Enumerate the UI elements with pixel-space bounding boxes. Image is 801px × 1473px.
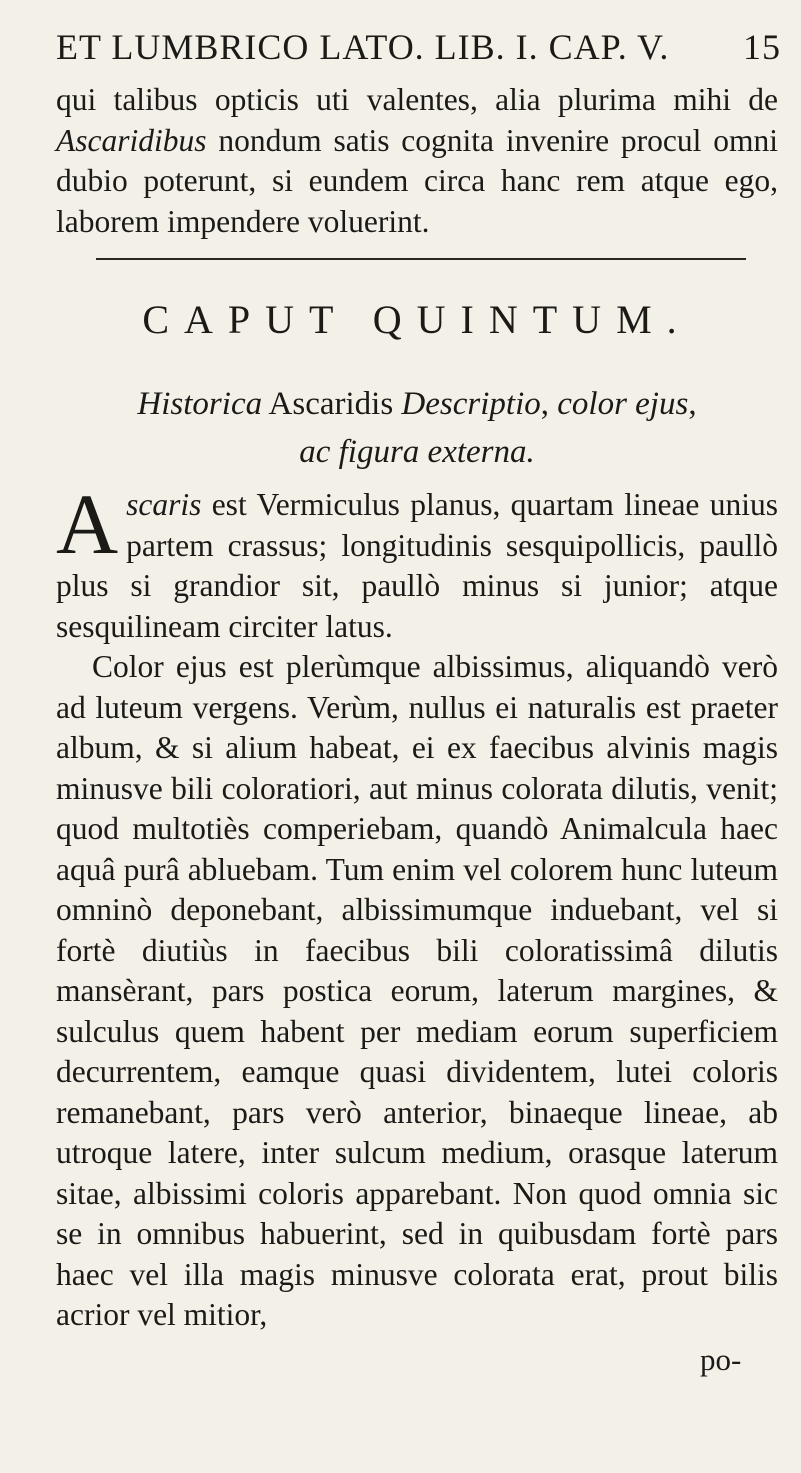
paragraph-1-italic: scaris [126, 487, 202, 522]
running-head-title: ET LUMBRICO LATO. LIB. I. CAP. V. [56, 27, 670, 67]
subtitle-part-1: Historica [137, 386, 263, 422]
intro-text-end: nondum satis cognita invenire procul omni dubio poterunt, si eundem circa hanc rem atque ego, laborem impendere voluerint. [56, 122, 778, 239]
intro-text-start: qui talibus opticis uti valentes, alia plurima mihi de [56, 82, 778, 117]
subtitle-part-2: Ascaridis [262, 386, 402, 422]
subtitle-part-6: , [688, 386, 697, 422]
chapter-subtitle [56, 380, 778, 476]
paragraph-1 [56, 476, 778, 647]
page-number: 15 [743, 27, 781, 67]
subtitle-part-4: , [540, 386, 558, 422]
paragraph-2: Color ejus est plerùmque albissimus, aliquandò verò ad luteum vergens. Verùm, nullus ei naturalis est praeter album, & si alium habeat, ei ex faecibus alvinis magis minusve bili coloratiori, aut minus colorata dilutis, venit; quod multotiès comperiebam, quandò Animalcula haec aquâ purâ abluebam. Tum enim vel colorem hunc luteum omninò deponebant, albissimumque induebant, vel si fortè diutiùs in faecibus bili coloratissimâ dilutis mansèrant, pars postica eorum, laterum margines, & sulculus quem habent per mediam eorum superficiem decurrentem, eamque quasi dividentem, lutei coloris remanebant, pars verò anterior, binaeque lineae, ab utroque latere, inter sulcum medium, orasque laterum sitae, albissimi coloris apparebant. Non quod omnia sic se in omnibus habuerint, sed in quibusdam fortè pars haec vel illa magis minusve colorata erat, prout bilis acrior vel mitior, [56, 649, 778, 1332]
running-head [56, 10, 781, 70]
drop-cap: A [56, 476, 119, 572]
section-divider [96, 258, 746, 260]
intro-italic-term: Ascaridibus [56, 122, 207, 158]
intro-paragraph [56, 80, 778, 242]
paragraph-1-text: est Vermiculus planus, quartam lineae unius partem crassus; longitudinis sesquipollicis, paullò plus si grandior sit, paullò minus si junior; atque sesquilineam circiter latus. [56, 487, 778, 644]
chapter-title: CAPUT QUINTUM. [142, 297, 692, 342]
subtitle-part-3: Descriptio [401, 386, 541, 422]
catchword: po- [700, 1342, 742, 1377]
main-text [56, 476, 778, 1336]
subtitle-line-2: ac figura externa. [299, 434, 535, 470]
subtitle-part-5: color ejus [557, 386, 689, 422]
